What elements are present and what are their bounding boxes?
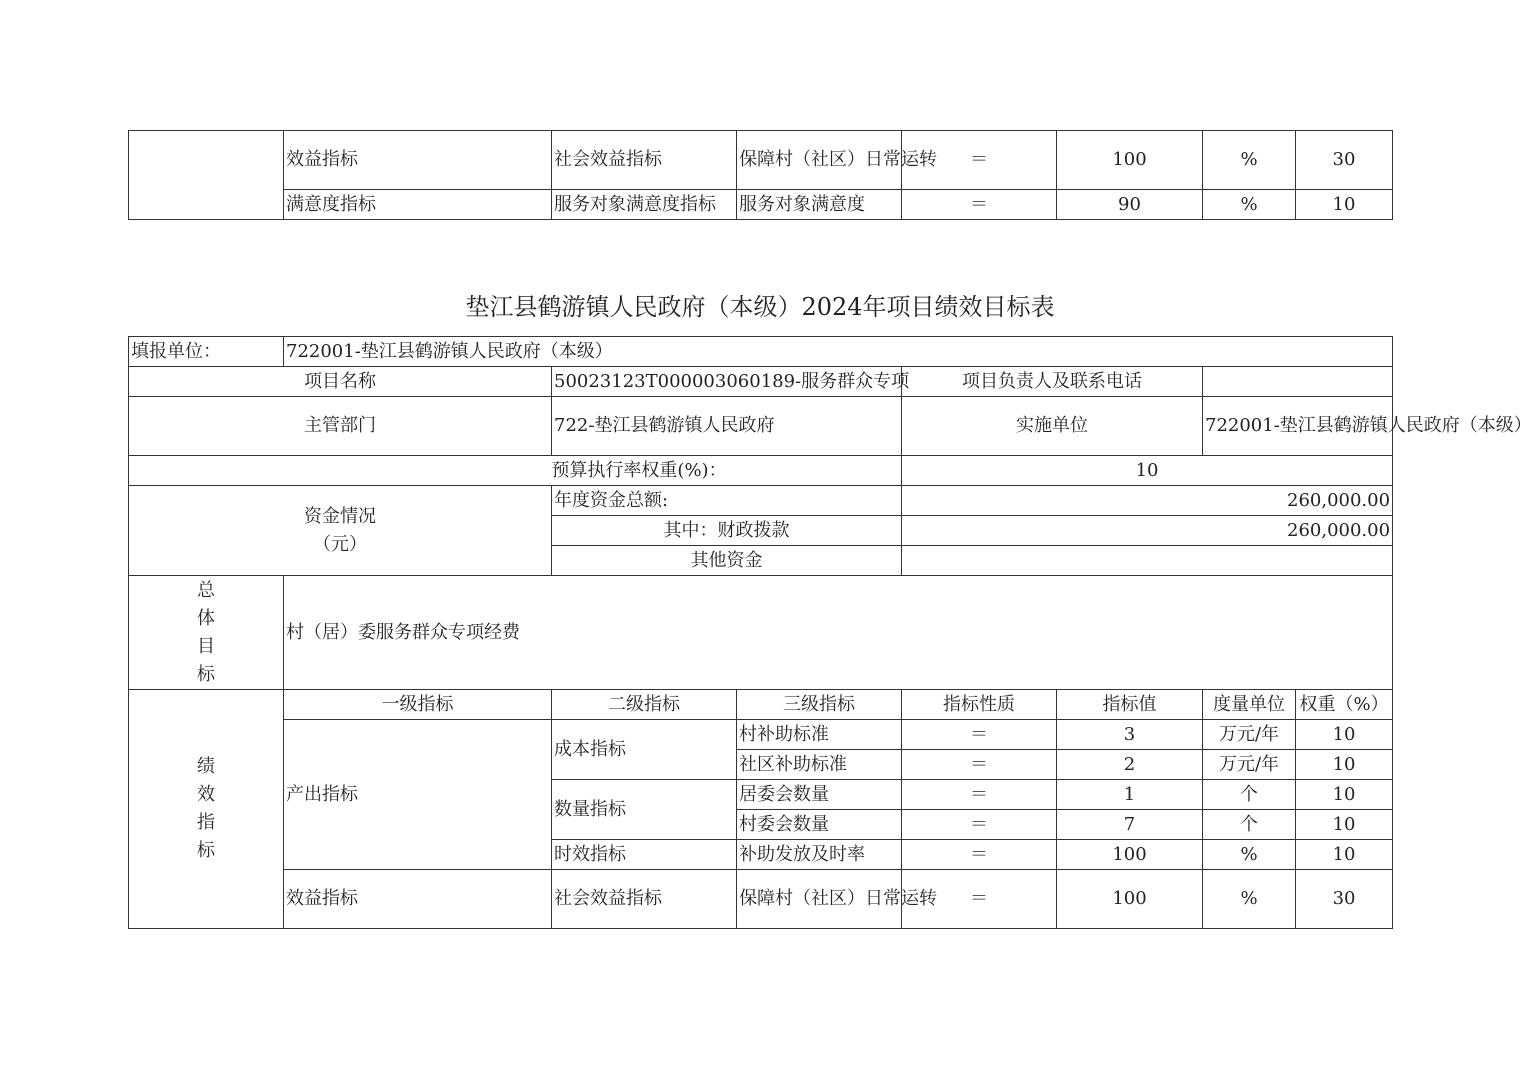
level3-cell: 居委会数量	[737, 780, 902, 810]
project-name-value: 50023123T000003060189-服务群众专项	[552, 367, 902, 397]
level3-cell: 保障村（社区）日常运转	[737, 870, 902, 929]
budget-weight-label: 预算执行率权重(%)：	[129, 456, 902, 486]
level3-cell: 社区补助标准	[737, 750, 902, 780]
nature-cell: ＝	[902, 840, 1057, 870]
funds-total-row	[129, 486, 1393, 516]
table-row	[129, 870, 1393, 929]
level3-cell: 村补助标准	[737, 720, 902, 750]
weight-cell: 30	[1296, 870, 1393, 929]
timeliness-indicator-cell: 时效指标	[552, 840, 737, 870]
header-level1: 一级指标	[284, 690, 552, 720]
level2-cell: 服务对象满意度指标	[552, 190, 737, 220]
header-level3: 三级指标	[737, 690, 902, 720]
nature-cell: ＝	[902, 810, 1057, 840]
goal-char: 体	[197, 607, 215, 629]
overall-goal-text: 村（居）委服务群众专项经费	[284, 576, 1393, 690]
department-row	[129, 397, 1393, 456]
budget-weight-value: 10	[902, 456, 1393, 486]
header-weight: 权重（%）	[1296, 690, 1393, 720]
budget-weight-row	[129, 456, 1393, 486]
weight-cell: 10	[1296, 810, 1393, 840]
unit-cell: %	[1203, 840, 1296, 870]
nature-cell: ＝	[902, 190, 1057, 220]
unit-cell: 万元/年	[1203, 720, 1296, 750]
value-cell: 100	[1057, 840, 1203, 870]
unit-cell: %	[1203, 131, 1296, 190]
header-nature: 指标性质	[902, 690, 1057, 720]
unit-cell: %	[1203, 870, 1296, 929]
cost-indicator-cell: 成本指标	[552, 720, 737, 780]
value-cell: 1	[1057, 780, 1203, 810]
value-cell: 100	[1057, 131, 1203, 190]
project-name-label: 项目名称	[129, 367, 552, 397]
unit-cell: 个	[1203, 810, 1296, 840]
unit-cell: 万元/年	[1203, 750, 1296, 780]
other-funds-label: 其他资金	[552, 546, 902, 576]
overall-goal-label	[129, 576, 284, 690]
department-value: 722-垫江县鹤游镇人民政府	[552, 397, 902, 456]
value-cell: 7	[1057, 810, 1203, 840]
manager-value	[1203, 367, 1393, 397]
performance-target-table	[128, 336, 1532, 929]
header-unit: 度量单位	[1203, 690, 1296, 720]
level3-cell: 村委会数量	[737, 810, 902, 840]
department-label: 主管部门	[129, 397, 552, 456]
perf-char: 指	[197, 812, 215, 833]
annual-total-label: 年度资金总额:	[552, 486, 902, 516]
header-value: 指标值	[1057, 690, 1203, 720]
implementing-unit-label: 实施单位	[902, 397, 1203, 456]
fill-unit-label: 填报单位：	[129, 337, 284, 367]
table-row	[129, 190, 1393, 220]
nature-cell: ＝	[902, 131, 1057, 190]
perf-char: 标	[197, 840, 215, 861]
indicator-header-row	[129, 690, 1393, 720]
level1-cell: 效益指标	[284, 131, 552, 190]
level3-cell: 保障村（社区）日常运转	[737, 131, 902, 190]
nature-cell: ＝	[902, 870, 1057, 929]
funds-label-line2: （元）	[313, 533, 367, 555]
fiscal-label: 其中：财政拨款	[552, 516, 902, 546]
nature-cell: ＝	[902, 720, 1057, 750]
implementing-unit-value: 722001-垫江县鹤游镇人民政府（本级）	[1203, 397, 1393, 456]
nature-cell: ＝	[902, 780, 1057, 810]
fiscal-value: 260,000.00	[902, 516, 1393, 546]
overall-goal-row	[129, 576, 1393, 690]
perf-char: 绩	[197, 756, 215, 777]
table-row	[129, 131, 1393, 190]
annual-total-value: 260,000.00	[902, 486, 1393, 516]
unit-cell: %	[1203, 190, 1296, 220]
fill-unit-row	[129, 337, 1393, 367]
weight-cell: 10	[1296, 720, 1393, 750]
goal-char: 标	[197, 663, 215, 685]
benefit-indicator-cell: 效益指标	[284, 870, 552, 929]
page-title: 垫江县鹤游镇人民政府（本级）2024年项目绩效目标表	[465, 293, 1055, 321]
value-cell: 2	[1057, 750, 1203, 780]
weight-cell: 10	[1296, 780, 1393, 810]
project-name-row	[129, 367, 1393, 397]
goal-char: 总	[197, 579, 215, 601]
nature-cell: ＝	[902, 750, 1057, 780]
unit-cell: 个	[1203, 780, 1296, 810]
social-benefit-indicator-cell: 社会效益指标	[552, 870, 737, 929]
level3-cell: 服务对象满意度	[737, 190, 902, 220]
fill-unit-value: 722001-垫江县鹤游镇人民政府（本级）	[284, 337, 1393, 367]
manager-label: 项目负责人及联系电话	[902, 367, 1203, 397]
blank-cell	[129, 131, 284, 220]
output-indicator-cell: 产出指标	[284, 720, 552, 870]
previous-indicator-table	[128, 130, 1393, 220]
table-row	[129, 720, 1393, 750]
value-cell: 3	[1057, 720, 1203, 750]
quantity-indicator-cell: 数量指标	[552, 780, 737, 840]
funds-label-line1: 资金情况	[304, 505, 376, 527]
level2-cell: 社会效益指标	[552, 131, 737, 190]
goal-char: 目	[197, 635, 215, 657]
perf-char: 效	[197, 784, 215, 805]
level3-cell: 补助发放及时率	[737, 840, 902, 870]
performance-indicator-label	[129, 690, 284, 929]
funds-label	[129, 486, 552, 576]
weight-cell: 10	[1296, 750, 1393, 780]
other-funds-value	[902, 546, 1393, 576]
weight-cell: 10	[1296, 190, 1393, 220]
value-cell: 100	[1057, 870, 1203, 929]
weight-cell: 30	[1296, 131, 1393, 190]
weight-cell: 10	[1296, 840, 1393, 870]
level1-cell: 满意度指标	[284, 190, 552, 220]
header-level2: 二级指标	[552, 690, 737, 720]
value-cell: 90	[1057, 190, 1203, 220]
